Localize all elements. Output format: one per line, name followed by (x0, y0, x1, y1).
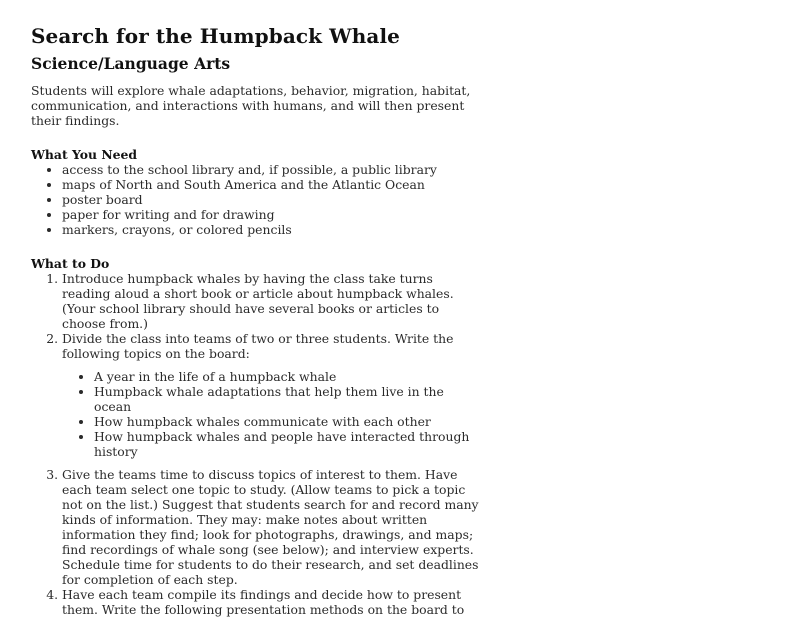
step-item-2 (62, 331, 481, 459)
materials-list-item: • paper for writing and for drawing (62, 207, 481, 222)
topic-item: • A year in the life of a humpback whale (94, 369, 481, 384)
materials-list (31, 162, 481, 237)
materials-list-item: • markers, crayons, or colored pencils (62, 222, 481, 237)
materials-list-item: • poster board (62, 192, 481, 207)
section-heading-what-to-do: What to Do (31, 256, 110, 271)
intro-paragraph: Students will explore whale adaptations, behavior, migration, habitat, communication, and interactions with humans, and will then present their findings. (31, 83, 471, 128)
page-title: Search for the Humpback Whale (31, 24, 400, 48)
materials-list-item: • maps of North and South America and the Atlantic Ocean (62, 177, 481, 192)
step-item-1 (62, 271, 481, 331)
step-text: Introduce humpback whales by having the class take turns reading aloud a short book or article about humpback whales. (Your school library should have several books or articles to choose from.) (62, 271, 454, 331)
section-heading-what-you-need: What You Need (31, 147, 138, 162)
page-subtitle: Science/Language Arts (31, 54, 231, 73)
materials-list-item: • access to the school library and, if possible, a public library (62, 162, 481, 177)
step-text: Have each team compile its findings and decide how to present them. Write the following presentation methods on the board to (62, 587, 465, 617)
topics-list (62, 369, 481, 459)
step-text: Divide the class into teams of two or three students. Write the following topics on the board: (62, 331, 454, 361)
step-item-4 (62, 587, 481, 617)
topic-item: • How humpback whales and people have interacted through history (94, 429, 481, 459)
topic-item: • How humpback whales communicate with each other (94, 414, 481, 429)
step-text: Give the teams time to discuss topics of interest to them. Have each team select one topic to study. (Allow teams to pick a topic not on the list.) Suggest that students search for and record many kinds of information. They may: make notes about written information they find; look for photographs, drawings, and maps; find recordings of whale song (see below); and interview experts. Schedule time for students to do their research, and set deadlines for completion of each step. (62, 467, 479, 587)
lesson-document (31, 0, 481, 617)
steps-list (31, 271, 481, 617)
step-item-3 (62, 467, 481, 587)
topic-item: • Humpback whale adaptations that help them live in the ocean (94, 384, 481, 414)
